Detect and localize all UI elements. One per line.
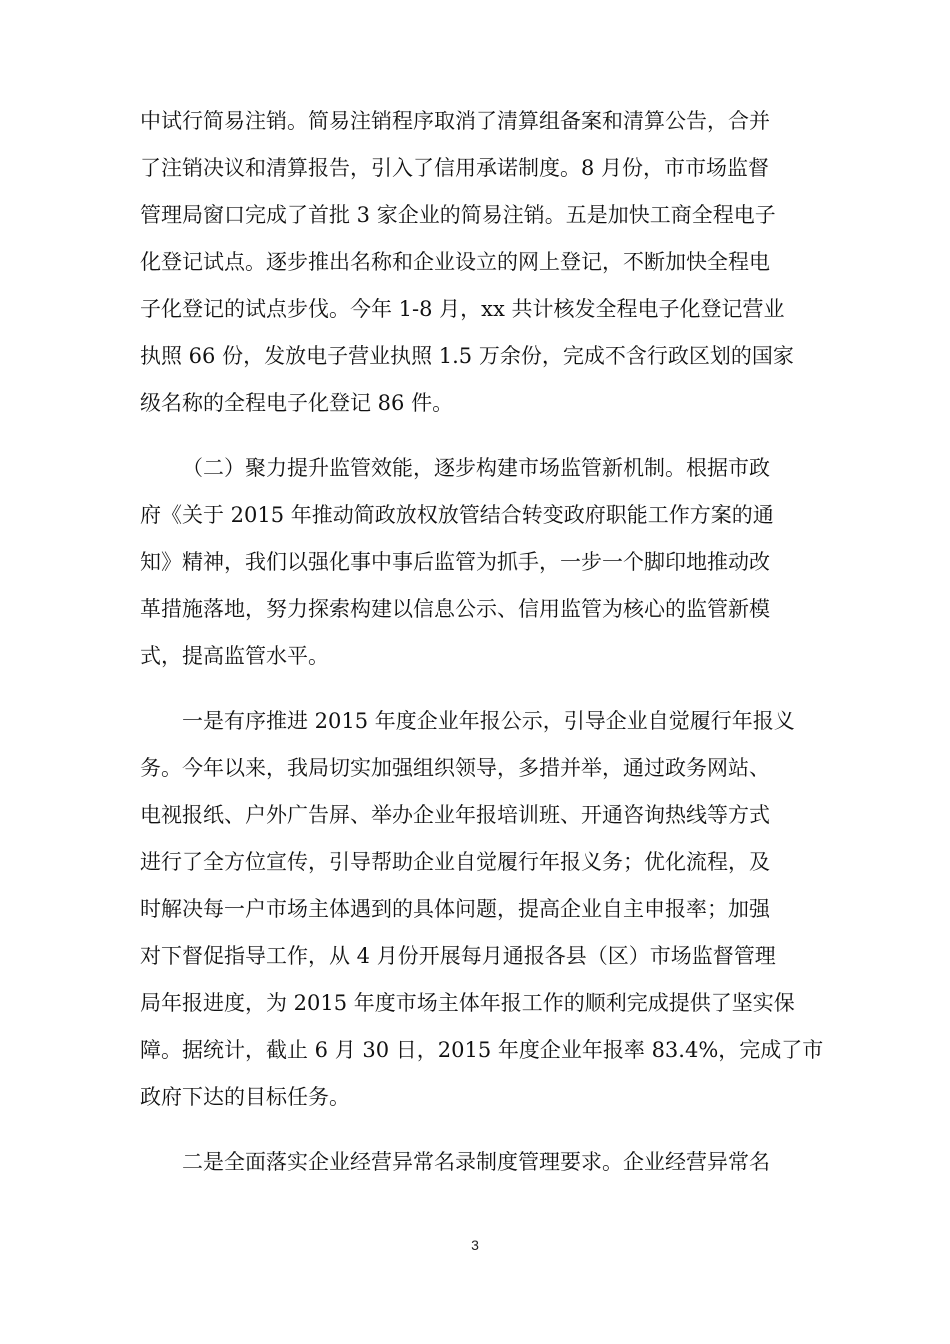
paragraph-3 bbox=[140, 698, 830, 1121]
text-line: 革措施落地，努力探索构建以信息公示、信用监管为核心的监管新模 bbox=[140, 597, 770, 621]
text-line: 对下督促指导工作，从 4 月份开展每月通报各县（区）市场监督管理 bbox=[140, 944, 776, 968]
paragraph-spacer bbox=[140, 427, 830, 445]
text-line: （二）聚力提升监管效能，逐步构建市场监管新机制。根据市政 bbox=[182, 456, 770, 480]
text-line: 电视报纸、户外广告屏、举办企业年报培训班、开通咨询热线等方式 bbox=[140, 803, 770, 827]
paragraph-spacer bbox=[140, 680, 830, 698]
page-number: 3 bbox=[471, 1237, 479, 1253]
text-line: 执照 66 份，发放电子营业执照 1.5 万余份，完成不含行政区划的国家 bbox=[140, 344, 794, 368]
text-line: 了注销决议和清算报告，引入了信用承诺制度。8 月份，市市场监督 bbox=[140, 156, 770, 180]
paragraph-1 bbox=[140, 98, 830, 427]
text-line: 一是有序推进 2015 年度企业年报公示，引导企业自觉履行年报义 bbox=[182, 709, 795, 733]
text-line: 化登记试点。逐步推出名称和企业设立的网上登记，不断加快全程电 bbox=[140, 250, 770, 274]
text-line: 局年报进度，为 2015 年度市场主体年报工作的顺利完成提供了坚实保 bbox=[140, 991, 795, 1015]
document-body bbox=[140, 98, 830, 1186]
text-line: 时解决每一户市场主体遇到的具体问题，提高企业自主申报率；加强 bbox=[140, 897, 770, 921]
text-line: 管理局窗口完成了首批 3 家企业的简易注销。五是加快工商全程电子 bbox=[140, 203, 776, 227]
text-line: 子化登记的试点步伐。今年 1-8 月，xx 共计核发全程电子化登记营业 bbox=[140, 297, 785, 321]
text-line: 式，提高监管水平。 bbox=[140, 644, 329, 668]
text-line: 级名称的全程电子化登记 86 件。 bbox=[140, 391, 454, 415]
text-line: 障。据统计，截止 6 月 30 日，2015 年度企业年报率 83.4%，完成了市 bbox=[140, 1038, 824, 1062]
paragraph-4 bbox=[140, 1139, 830, 1186]
paragraph-2 bbox=[140, 445, 830, 680]
paragraph-spacer bbox=[140, 1121, 830, 1139]
text-line: 知》精神，我们以强化事中事后监管为抓手，一步一个脚印地推动改 bbox=[140, 550, 770, 574]
text-line: 府《关于 2015 年推动简政放权放管结合转变政府职能工作方案的通 bbox=[140, 503, 774, 527]
text-line: 中试行简易注销。简易注销程序取消了清算组备案和清算公告，合并 bbox=[140, 109, 770, 133]
text-line: 二是全面落实企业经营异常名录制度管理要求。企业经营异常名 bbox=[182, 1150, 770, 1174]
text-line: 务。今年以来，我局切实加强组织领导，多措并举，通过政务网站、 bbox=[140, 756, 770, 780]
text-line: 政府下达的目标任务。 bbox=[140, 1085, 350, 1109]
text-line: 进行了全方位宣传，引导帮助企业自觉履行年报义务；优化流程，及 bbox=[140, 850, 770, 874]
